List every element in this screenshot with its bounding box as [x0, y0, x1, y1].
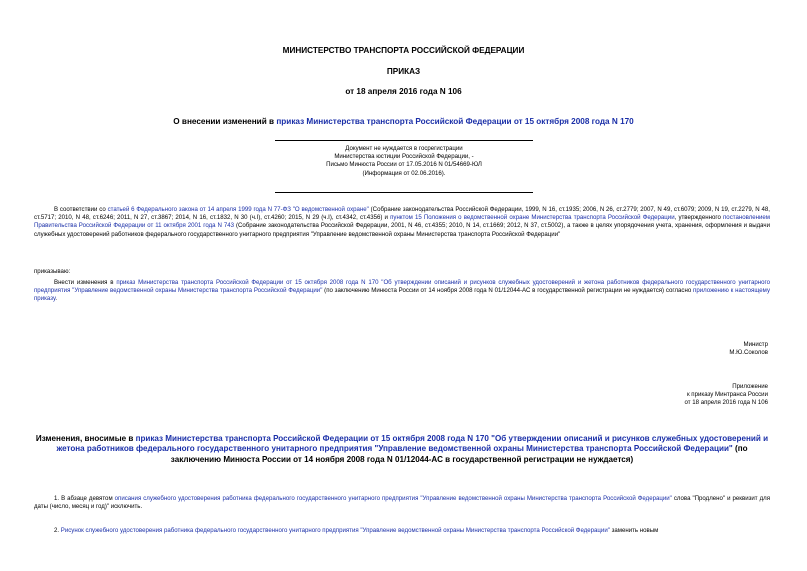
order-link-appendix[interactable]: приложению к настоящему приказу [34, 287, 770, 303]
registration-note-line: Документ не нуждается в госрегистрации [345, 145, 463, 152]
changes-heading-text: (по заключению Минюста России от 14 ноября 2008 года N 01/12044-АС в государственной регистрации не нуждается) [170, 444, 748, 464]
divider-bottom [275, 192, 533, 193]
preamble-text: (Собрание законодательства Российской Федерации, 2001, N 46, ст.4355; 2010, N 14, ст.1669; 2012, N 37, ст.5002), а также в целях упорядочения учета, хранения, оформления и выдачи служебных удостоверений работников федерального государственного унитарного предприятия "Управление ведомственной охраны Министерства транспорта Российской Федерации" [34, 222, 770, 238]
document-title [0, 117, 807, 126]
document-date-number: от 18 апреля 2016 года N 106 [345, 87, 462, 96]
change-item-text: 1. В абзаце девятом [54, 495, 115, 502]
preamble-paragraph [34, 206, 770, 239]
preamble-link-regulation[interactable]: пунктом 15 Положения о ведомственной охране Министерства транспорта Российской Федерации [390, 214, 675, 222]
registration-note-line: Министерства юстиции Российской Федерации, - [334, 153, 474, 161]
preamble-text: В соответствии со [54, 206, 108, 213]
registration-note [275, 145, 533, 178]
appendix-line: Приложение [732, 383, 768, 390]
change-item-link[interactable]: Рисунок служебного удостоверения работника федерального государственного унитарного предприятия "Управление ведомственной охраны Министерства транспорта Российской Федерации" [60, 527, 610, 534]
change-item-text: 2. [54, 527, 61, 534]
document-type: ПРИКАЗ [386, 67, 421, 76]
change-item-text: слова "Продлено" и реквизит для даты (число, месяц и год)" исключить. [34, 495, 771, 511]
divider-top [275, 140, 533, 141]
document-title-link[interactable]: приказ Министерства транспорта Российской Федерации от 15 октября 2008 года N 170 [276, 117, 634, 126]
ministry-name: МИНИСТЕРСТВО ТРАНСПОРТА РОССИЙСКОЙ ФЕДЕРАЦИИ [282, 46, 525, 55]
change-item-link[interactable]: описания служебного удостоверения работника федерального государственного унитарного предприятия "Управление ведомственной охраны Министерства транспорта Российской Федерации" [114, 495, 672, 502]
appendix-reference [684, 383, 768, 408]
document-title-text: О внесении изменений в [173, 117, 277, 126]
order-link-prikaz[interactable]: приказ Министерства транспорта Российской Федерации от 15 октября 2008 года N 170 "Об утверждении описаний и рисунков служебных удостоверений и жетона работников федерального государственного унитарного предприятия "Управление ведомственной охраны Министерства транспорта Российской Федерации" [34, 279, 771, 295]
order-word: приказываю: [34, 268, 71, 275]
signature-position: Министр [743, 341, 768, 348]
preamble-text: (Собрание законодательства Российской Федерации, 1999, N 16, ст.1935; 2006, N 26, ст.2779; 2007, N 49, ст.6079; 2009, N 19, ст.2279, N 48, ст.5717; 2010, N 48, ст.6246; 2011, N 27, ст.3867; 2014, N 16, ст.1832, N 30 (ч.I), ст.4260; 2015, N 29 (ч.I), ст.4342, ст.4356) и [34, 206, 770, 222]
order-text: (по заключению Минюста России от 14 ноября 2008 года N 01/12044-АС в государственной регистрации не нуждается) согласно [322, 287, 694, 295]
changes-heading [34, 434, 770, 465]
changes-heading-link[interactable]: приказ Министерства транспорта Российской Федерации от 15 октября 2008 года N 170 "Об утверждении описаний и рисунков служебных удостоверений и жетона работников федерального государственного унитарного предприятия "Управление ведомственной охраны Министерства транспорта Российской Федерации" [56, 434, 769, 454]
signature-block [729, 341, 768, 357]
change-item-1 [34, 495, 770, 511]
changes-heading-text: Изменения, вносимые в [35, 434, 136, 443]
signature-name: М.Ю.Соколов [729, 349, 768, 357]
preamble-link-law[interactable]: статьей 6 Федерального закона от 14 апреля 1999 года N 77-ФЗ "О ведомственной охране" [107, 206, 369, 213]
appendix-line: к приказу Минтранса России [686, 391, 768, 399]
order-text: Внести изменения в [54, 279, 117, 286]
change-item-text: заменить новым [609, 527, 659, 534]
preamble-text: , утвержденного [674, 214, 723, 222]
order-text: . [55, 295, 58, 303]
appendix-line: от 18 апреля 2016 года N 106 [684, 399, 768, 407]
order-paragraph [34, 279, 770, 304]
registration-note-line: (Информация от 02.06.2016). [362, 169, 446, 177]
change-item-2 [34, 527, 770, 535]
preamble-link-decree[interactable]: постановлением Правительства Российской Федерации от 11 октября 2001 года N 743 [34, 214, 770, 230]
registration-note-line: Письмо Минюста России от 17.05.2016 N 01/54669-ЮЛ [326, 161, 482, 169]
